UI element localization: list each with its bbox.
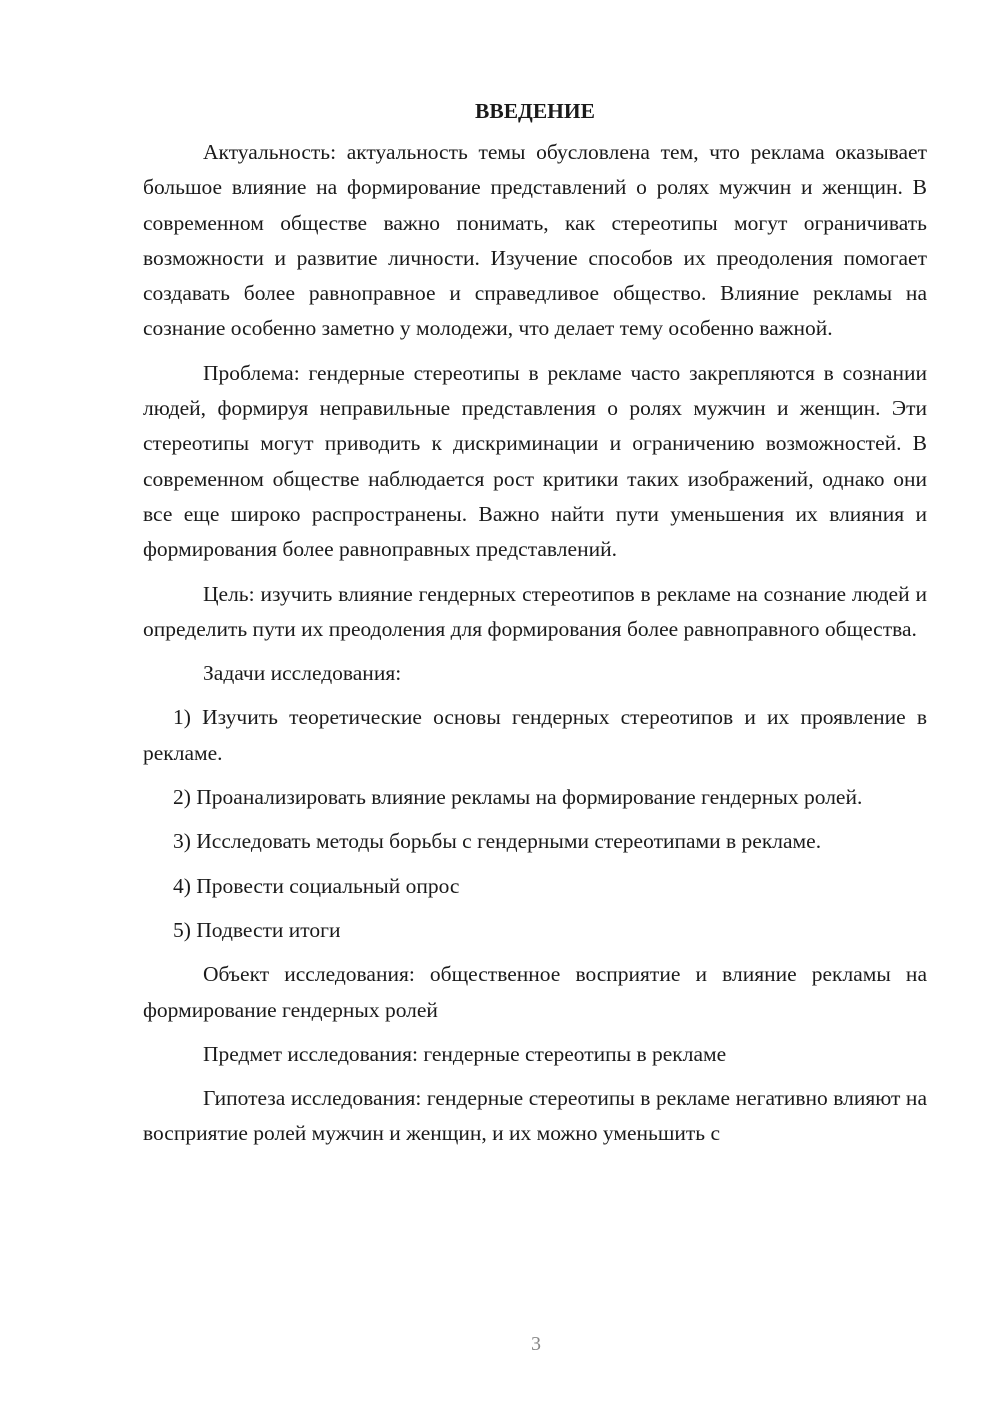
task-item-5: 5) Подвести итоги — [173, 917, 341, 942]
page-title: ВВЕДЕНИЕ — [475, 99, 595, 123]
task-item-4: 4) Провести социальный опрос — [173, 873, 460, 898]
task-item-2: 2) Проанализировать влияние рекламы на формирование гендерных ролей. — [173, 785, 863, 810]
page-content — [143, 96, 927, 1161]
tasks-heading: Задачи исследования: — [203, 661, 402, 686]
page-number: 3 — [531, 1333, 541, 1355]
paragraph-hypothesis: Гипотеза исследования: гендерные стереотипы в рекламе негативно влияют на восприятие ролей мужчин и женщин, и их можно уменьшить с — [143, 1086, 927, 1146]
task-item-1: 1) Изучить теоретические основы гендерных стереотипов и их проявление в рекламе. — [143, 705, 927, 765]
paragraph-goal: Цель: изучить влияние гендерных стереотипов в рекламе на сознание людей и определить пути их преодоления для формирования более равноправного общества. — [143, 581, 927, 641]
task-item-3: 3) Исследовать методы борьбы с гендерными стереотипами в рекламе. — [173, 829, 822, 854]
paragraph-problem: Проблема: гендерные стереотипы в рекламе часто закрепляются в сознании людей, формируя неправильные представления о ролях мужчин и женщин. Эти стереотипы могут приводить к дискриминации и ограничению возможностей. В современном обществе наблюдается рост критики таких изображений, однако они все еще широко распространены. Важно найти пути уменьшения их влияния и формирования более равноправных представлений. — [143, 360, 927, 562]
paragraph-subject: Предмет исследования: гендерные стереотипы в рекламе — [203, 1041, 727, 1066]
paragraph-relevance: Актуальность: актуальность темы обусловлена тем, что реклама оказывает большое влияние на формирование представлений о ролях мужчин и женщин. В современном обществе важно понимать, как стереотипы могут ограничивать возможности и развитие личности. Изучение способов их преодоления помогает создавать более равноправное и справедливое общество. Влияние рекламы на сознание особенно заметно у молодежи, что делает тему особенно важной. — [143, 140, 927, 341]
paragraph-object: Объект исследования: общественное восприятие и влияние рекламы на формирование гендерных ролей — [143, 962, 927, 1022]
